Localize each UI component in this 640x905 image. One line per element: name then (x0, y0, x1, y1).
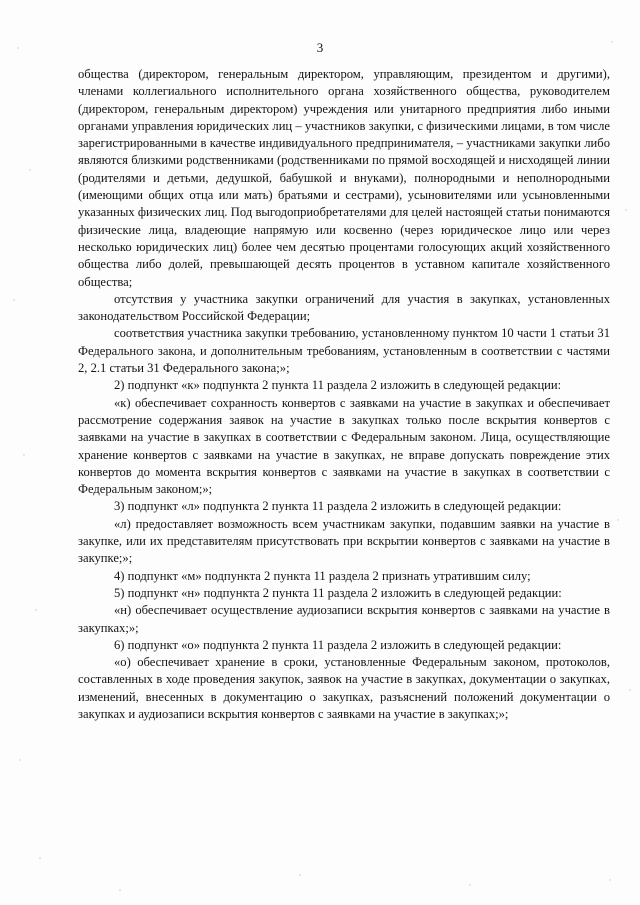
paragraph-3: соответствия участника закупки требованию, установленному пунктом 10 части 1 статьи 31 Федерального закона, и дополнительным требованиям, установленным в соответствии с частями 2, 2.1 статьи 31 Федерального закона;»; (78, 326, 610, 376)
document-body (78, 66, 610, 723)
paragraph-5: «к) обеспечивает сохранность конвертов с заявками на участие в закупках и обеспечивает рассмотрение содержания заявок на участие в закупках только после вскрытия конвертов с заявками на участие в закупках в соответствии с Федеральным законом. Лица, осуществляющие хранение конвертов с заявками на участие в закупках, не вправе допускать повреждение этих конвертов до момента вскрытия конвертов с заявками на участие в закупках в соответствии с Федеральным законом;»; (78, 395, 610, 497)
paragraph-1: общества (директором, генеральным директором, управляющим, президентом и другими), членами коллегиального исполнительного органа хозяйственного общества, руководителем (директором, генеральным директором) учреждения или унитарного предприятия либо иными органами управления юридических лиц – участников закупки, с физическими лицами, в том числе зарегистрированными в качестве индивидуального предпринимателя, – участниками закупки либо являются близкими родственниками (родственниками по прямой восходящей и нисходящей линии (родителями и детьми, дедушкой, бабушкой и внуками), полнородными и неполнородными (имеющими общих отца или мать) братьями и сестрами), усыновителями или усыновленными указанных физических лиц. Под выгодоприобретателями для целей настоящей статьи понимаются физические лица, владеющие напрямую или косвенно (через юридическое лицо или через несколько юридических лиц) более чем десятью процентами голосующих акций хозяйственного общества либо долей, превышающей десять процентов в уставном капитале хозяйственного общества; (78, 67, 610, 289)
paragraph-2: отсутствия у участника закупки ограничений для участия в закупках, установленных законодательством Российской Федерации; (78, 291, 610, 324)
paragraph-11: 6) подпункт «о» подпункта 2 пункта 11 раздела 2 изложить в следующей редакции: (114, 637, 562, 652)
page-number: 3 (316, 40, 324, 55)
paragraph-4: 2) подпункт «к» подпункта 2 пункта 11 раздела 2 изложить в следующей редакции: (114, 378, 562, 393)
paragraph-10: «н) обеспечивает осуществление аудиозаписи вскрытия конвертов с заявками на участие в закупках;»; (78, 603, 610, 635)
paragraph-7: «л) предоставляет возможность всем участникам закупки, подавшим заявки на участие в закупке, или их представителям присутствовать при вскрытии конвертов с заявками на участие в закупке;»; (78, 516, 610, 566)
paragraph-9: 5) подпункт «н» подпункта 2 пункта 11 раздела 2 изложить в следующей редакции: (114, 585, 562, 600)
paragraph-12: «о) обеспечивает хранение в сроки, установленные Федеральным законом, протоколов, составленных в ходе проведения закупок, заявок на участие в закупках, документации о закупках, изменений, внесенных в документацию о закупках, разъяснений положений документации о закупках и аудиозаписи вскрытия конвертов с заявками на участие в закупках;»; (78, 655, 610, 721)
paragraph-6: 3) подпункт «л» подпункта 2 пункта 11 раздела 2 изложить в следующей редакции: (114, 499, 562, 514)
paragraph-8: 4) подпункт «м» подпункта 2 пункта 11 раздела 2 признать утратившим силу; (114, 568, 531, 583)
